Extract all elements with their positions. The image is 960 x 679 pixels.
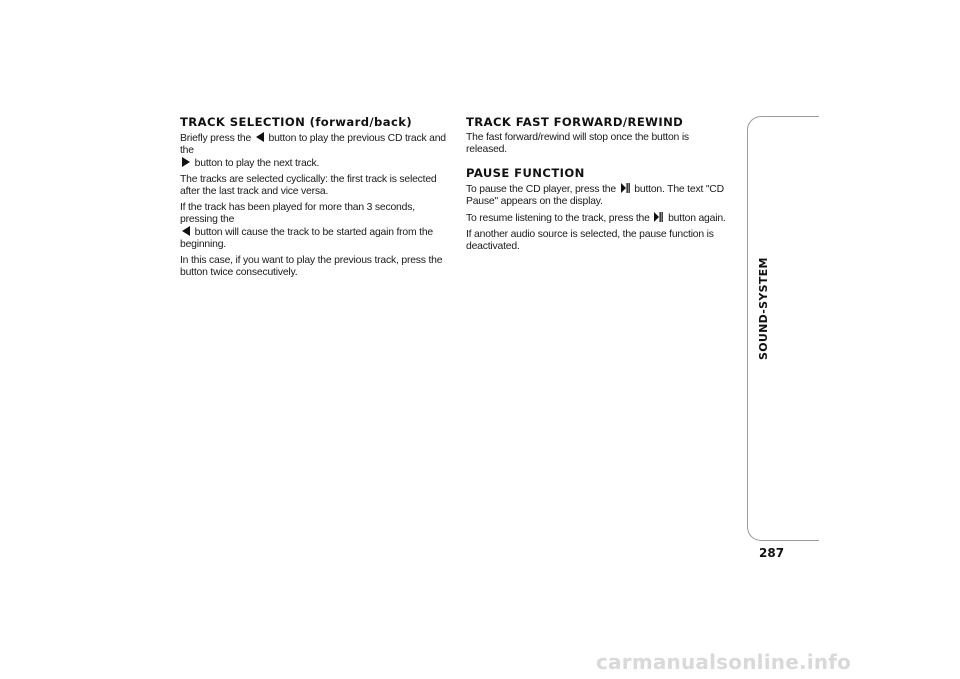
text: button to play the previous CD track and the: [180, 133, 446, 156]
paragraph-track-selection-1: [180, 132, 452, 170]
paragraph-pause-1: [466, 183, 728, 208]
watermark: carmanualsonline.info: [596, 650, 852, 674]
next-track-icon: [182, 157, 190, 167]
paragraph-pause-3: If another audio source is selected, the pause function is deactivated.: [466, 229, 714, 252]
left-column: [180, 115, 452, 283]
section-heading-fast-forward: TRACK FAST FORWARD/REWIND: [466, 115, 684, 129]
paragraph-track-selection-2: The tracks are selected cyclically: the first track is selected after the last track and vice versa.: [180, 174, 437, 197]
text: To resume listening to the track, press the: [466, 213, 653, 224]
page-number: 287: [759, 546, 785, 560]
text: button will cause the track to be started again from the beginning.: [180, 227, 433, 250]
previous-track-icon: [182, 226, 190, 236]
text: Briefly press the: [180, 133, 254, 144]
text: button. The text "CD Pause" appears on the display.: [466, 184, 724, 207]
paragraph-pause-2: [466, 212, 728, 225]
previous-track-icon: [256, 132, 264, 142]
section-tab-label: SOUND-SYSTEM: [757, 257, 770, 360]
play-pause-icon: [654, 212, 663, 222]
text: If the track has been played for more than 3 seconds, pressing the: [180, 202, 415, 225]
section-heading-track-selection: TRACK SELECTION (forward/back): [180, 115, 413, 129]
text: button again.: [665, 213, 726, 224]
section-heading-pause: PAUSE FUNCTION: [466, 166, 585, 180]
paragraph-track-selection-4: In this case, if you want to play the previous track, press the button twice consecutively.: [180, 255, 443, 278]
text: To pause the CD player, press the: [466, 184, 619, 195]
right-column: [466, 115, 728, 257]
play-pause-icon: [621, 183, 630, 193]
paragraph-track-selection-3: [180, 202, 452, 251]
paragraph-fast-forward: The fast forward/rewind will stop once the button is released.: [466, 132, 689, 155]
text: button to play the next track.: [192, 158, 320, 169]
